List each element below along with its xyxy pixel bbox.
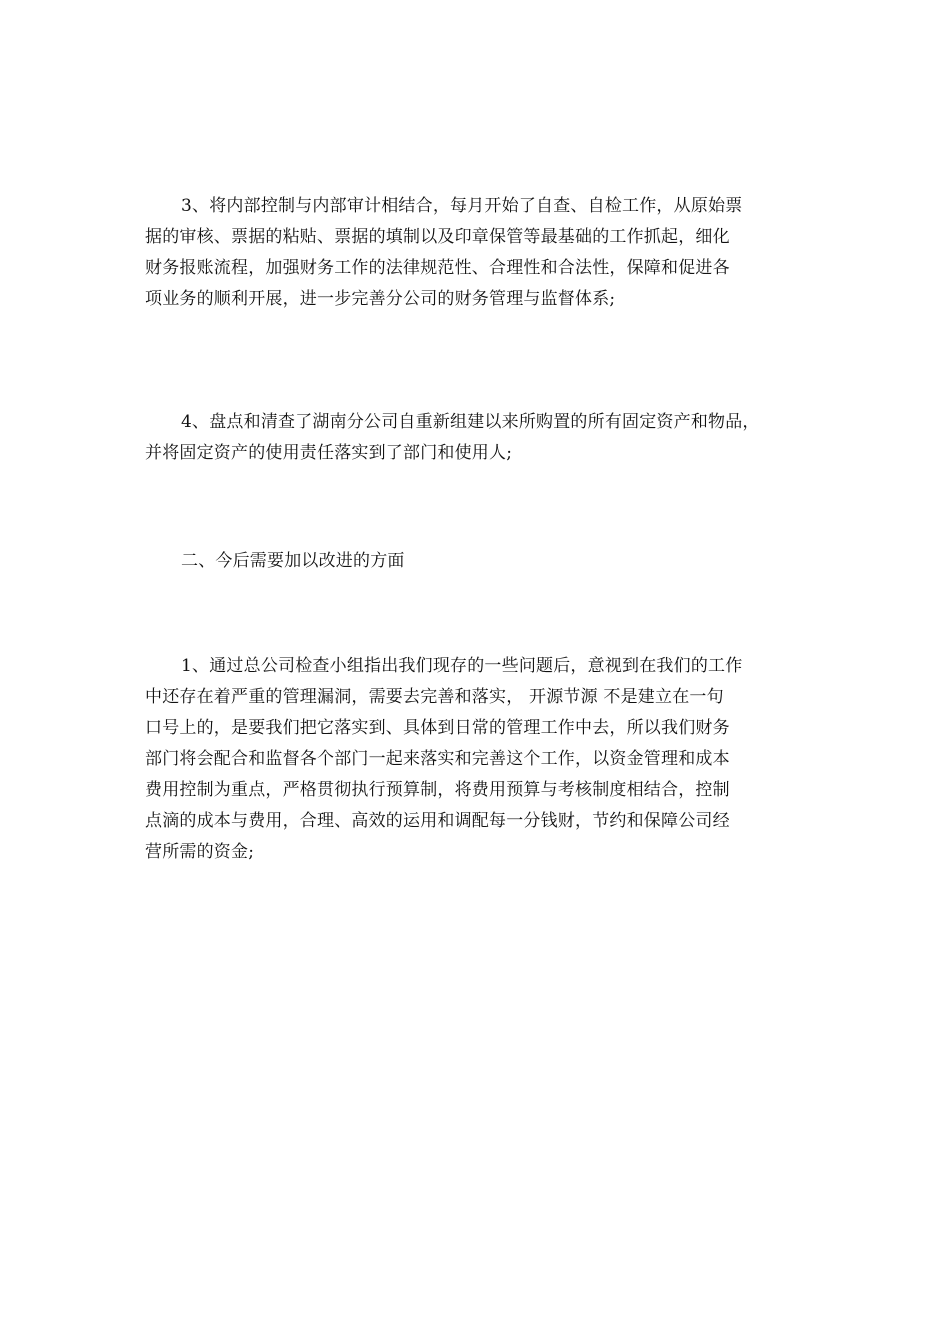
paragraph-line: 中还存在着严重的管理漏洞，需要去完善和落实， 开源节源 不是建立在一句 xyxy=(145,687,724,707)
paragraph-line: 3、将内部控制与内部审计相结合，每月开始了自查、自检工作，从原始票 xyxy=(181,196,743,216)
paragraph-line: 财务报账流程，加强财务工作的法律规范性、合理性和合法性，保障和促进各 xyxy=(145,258,730,278)
paragraph-line: 营所需的资金; xyxy=(145,842,255,862)
paragraph-improve-1 xyxy=(145,651,825,868)
paragraph-line: 部门将会配合和监督各个部门一起来落实和完善这个工作，以资金管理和成本 xyxy=(145,749,730,769)
paragraph-line: 1、通过总公司检查小组指出我们现存的一些问题后，意视到在我们的工作 xyxy=(181,656,743,676)
paragraph-line: 项业务的顺利开展，进一步完善分公司的财务管理与监督体系; xyxy=(145,289,616,309)
paragraph-line: 口号上的，是要我们把它落实到、具体到日常的管理工作中去，所以我们财务 xyxy=(145,718,730,738)
section-heading xyxy=(145,546,825,577)
section-heading-text: 二、今后需要加以改进的方面 xyxy=(181,551,405,571)
paragraph-item-4 xyxy=(145,407,825,469)
paragraph-line: 点滴的成本与费用，合理、高效的运用和调配每一分钱财，节约和保障公司经 xyxy=(145,811,730,831)
paragraph-line: 4、盘点和清查了湖南分公司自重新组建以来所购置的所有固定资产和物品， xyxy=(181,412,760,432)
paragraph-line: 据的审核、票据的粘贴、票据的填制以及印章保管等最基础的工作抓起，细化 xyxy=(145,227,730,247)
paragraph-line: 并将固定资产的使用责任落实到了部门和使用人; xyxy=(145,443,513,463)
paragraph-line: 费用控制为重点，严格贯彻执行预算制，将费用预算与考核制度相结合，控制 xyxy=(145,780,730,800)
paragraph-item-3 xyxy=(145,191,825,315)
